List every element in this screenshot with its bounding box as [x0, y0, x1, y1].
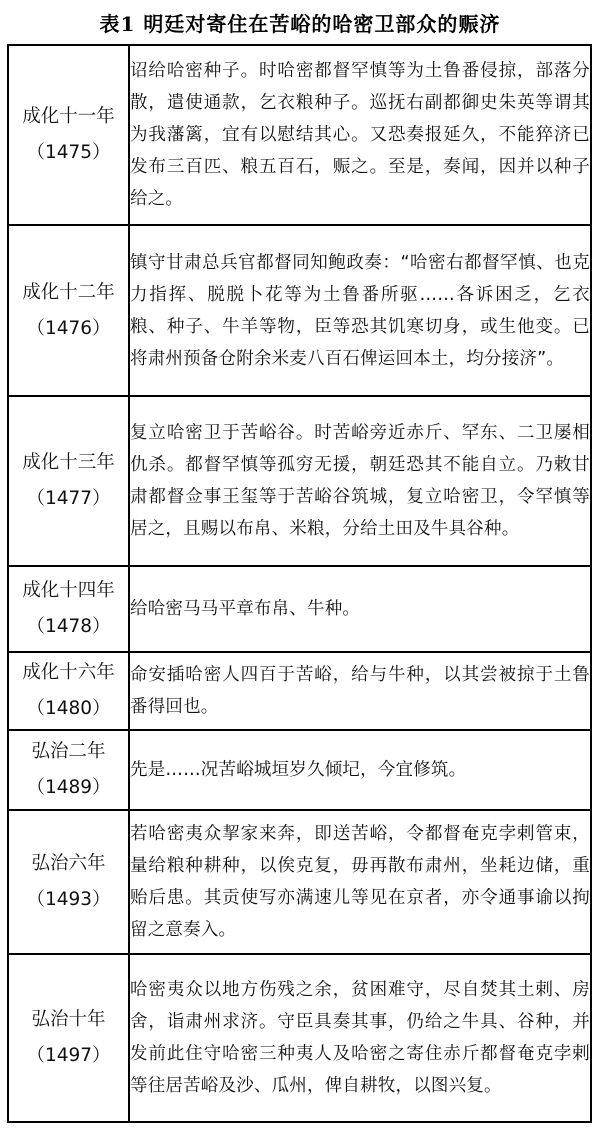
year-cell: [8, 45, 129, 225]
table-row: [8, 730, 591, 810]
reign-year: 成化十一年: [22, 106, 115, 127]
reign-year: 成化十四年: [22, 580, 115, 601]
record-text: 哈密夷众以地方伤残之余，贫困难守，尽自焚其土剌、房舍，诣肃州求济。守臣具奏其事，仍给之牛具、谷种，并发前此住守哈密三种夷人及哈密之寄住赤斤都督奄克孛剌等往居苦峪及沙、瓜州，俾自耕牧，以图兴复。: [129, 954, 591, 1122]
gregorian-year: （1497）: [26, 1045, 111, 1066]
table-row: [8, 566, 591, 652]
year-cell: [8, 730, 129, 810]
reign-year: 成化十二年: [22, 281, 115, 303]
table-row: [8, 652, 591, 730]
record-text: 命安插哈密人四百于苦峪，给与牛种，以其尝被掠于土鲁番得回也。: [129, 652, 591, 730]
record-text: 先是……况苦峪城垣岁久倾圮，今宜修筑。: [129, 730, 591, 810]
table-row: [8, 810, 591, 954]
gregorian-year: （1489）: [26, 777, 111, 798]
table-title: 表1 明廷对寄住在苦峪的哈密卫部众的赈济: [99, 12, 501, 36]
record-text: 镇守甘肃总兵官都督同知鲍政奏：“哈密右都督罕慎、也克力指挥、脱脱卜花等为土鲁番所驱……各诉困乏，乞衣粮、种子、牛羊等物，臣等恐其饥寒切身，或生他变。已将肃州预备仓附余米麦八百石俾运回本土，均分接济”。: [129, 225, 591, 396]
reign-year: 弘治六年: [31, 853, 106, 874]
reign-year: 弘治十年: [31, 1009, 106, 1030]
gregorian-year: （1493）: [26, 889, 111, 910]
table-row: [8, 45, 591, 225]
record-text: 复立哈密卫于苦峪谷。时苦峪旁近赤斤、罕东、二卫屡相仇杀。都督罕慎等孤穷无援，朝廷恐其不能自立。乃敕甘肃都督佥事王玺等于苦峪谷筑城，复立哈密卫，令罕慎等居之，且赐以布帛、米粮，分给土田及牛具谷种。: [129, 396, 591, 566]
gregorian-year: （1476）: [26, 317, 111, 339]
year-cell: [8, 396, 129, 566]
reign-year: 成化十三年: [22, 452, 115, 473]
year-cell: [8, 566, 129, 652]
year-cell: [8, 954, 129, 1122]
gregorian-year: （1475）: [26, 142, 111, 163]
record-text: 诏给哈密种子。时哈密都督罕慎等为土鲁番侵掠，部落分散，遣使通款，乞衣粮种子。巡抚右副都御史朱英等谓其为我藩篱，宜有以慰结其心。又恐奏报延久，不能猝济已发布三百匹、粮五百石，赈之。至是，奏闻，因并以种子给之。: [129, 45, 591, 225]
record-text: 给哈密马马平章布帛、牛种。: [129, 566, 591, 652]
record-text: 若哈密夷众挈家来奔，即送苦峪，令都督奄克孛剌管束，量给粮种耕种，以俟克复，毋再散布肃州，坐耗边储，重贻后患。其贡使写亦满速儿等见在京者，亦令通事谕以拘留之意奏入。: [129, 810, 591, 954]
table-row: [8, 954, 591, 1122]
year-cell: [8, 652, 129, 730]
year-cell: [8, 225, 129, 396]
gregorian-year: （1480）: [26, 698, 111, 719]
reign-year: 成化十六年: [22, 662, 115, 683]
table-row: [8, 396, 591, 566]
reign-year: 弘治二年: [31, 741, 106, 762]
gregorian-year: （1478）: [26, 616, 111, 637]
gregorian-year: （1477）: [26, 488, 111, 509]
year-cell: [8, 810, 129, 954]
table-row: [8, 225, 591, 396]
relief-table: [7, 44, 592, 1123]
